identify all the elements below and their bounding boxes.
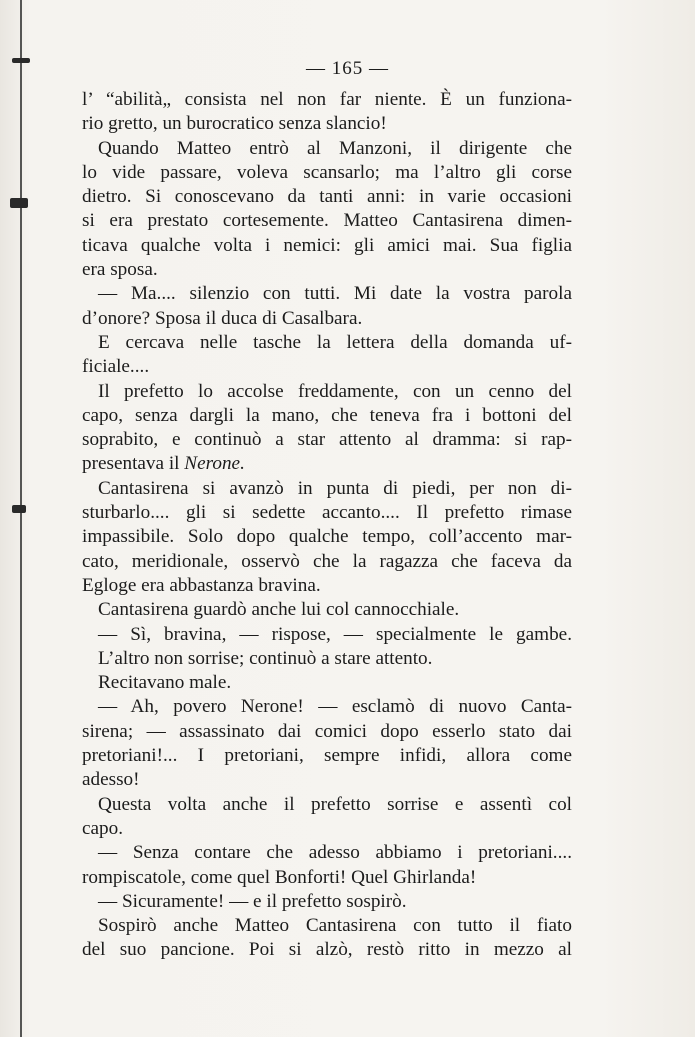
text-line: rompiscatole, come quel Bonforti! Quel Ghirlanda! xyxy=(82,866,477,888)
body-text xyxy=(82,88,572,963)
text-line: si era prestato cortesemente. Matteo Cantasirena dimen- xyxy=(82,210,572,232)
text-line: pretoriani!... I pretoriani, sempre infidi, allora come xyxy=(82,745,572,767)
text-line: capo. xyxy=(82,817,124,839)
text-line: adesso! xyxy=(82,769,140,791)
text-line: soprabito, e continuò a star attento al dramma: si rap- xyxy=(82,429,572,451)
text-line: d’onore? Sposa il duca di Casalbara. xyxy=(82,307,363,329)
text-line: capo, senza dargli la mano, che teneva fra i bottoni del xyxy=(82,404,572,426)
text-line: del suo pancione. Poi si alzò, restò ritto in mezzo al xyxy=(82,939,572,961)
text-line: Quando Matteo entrò al Manzoni, il dirigente che xyxy=(98,137,572,159)
text-line: ficiale.... xyxy=(82,356,150,378)
page-number: — 165 — xyxy=(306,58,389,79)
text-line: ticava qualche volta i nemici: gli amici mai. Sua figlia xyxy=(82,234,572,256)
text-line: L’altro non sorrise; continuò a stare attento. xyxy=(98,647,433,669)
text-line: Recitavano male. xyxy=(98,672,232,694)
text-line: cato, meridionale, osservò che la ragazza che faceva da xyxy=(82,550,572,572)
text-line: E cercava nelle tasche la lettera della domanda uf- xyxy=(98,331,572,353)
text-line: — Senza contare che adesso abbiamo i pretoriani.... xyxy=(98,842,572,864)
binding-edge xyxy=(20,0,22,1037)
text-line: era sposa. xyxy=(82,259,158,281)
italic-title: Nerone. xyxy=(184,453,245,475)
text-line: — Ma.... silenzio con tutti. Mi date la vostra parola xyxy=(98,283,572,305)
text-line: dietro. Si conoscevano da tanti anni: in varie occasioni xyxy=(82,186,572,208)
text-line: sturbarlo.... gli si sedette accanto.... Il prefetto rimase xyxy=(82,502,572,524)
text-line: rio gretto, un burocratico senza slancio! xyxy=(82,113,387,135)
text-line: — Ah, povero Nerone! — esclamò di nuovo Canta- xyxy=(98,696,572,718)
text-line: Egloge era abbastanza bravina. xyxy=(82,574,321,596)
text-line: — Sì, bravina, — rispose, — specialmente le gambe. xyxy=(98,623,572,645)
text-line: Cantasirena guardò anche lui col cannocchiale. xyxy=(98,599,460,621)
text-line: Il prefetto lo accolse freddamente, con un cenno del xyxy=(98,380,572,402)
text-line: Sospirò anche Matteo Cantasirena con tutto il fiato xyxy=(98,915,572,937)
scan-mark xyxy=(12,505,26,513)
scan-mark xyxy=(10,198,28,208)
text-line: presentava il Nerone. xyxy=(82,453,245,475)
text-line: lo vide passare, voleva scansarlo; ma l’altro gli corse xyxy=(82,161,572,183)
text-line: l’ “abilità„ consista nel non far niente. È un funziona- xyxy=(82,89,572,110)
text-line: Questa volta anche il prefetto sorrise e assentì col xyxy=(98,793,572,815)
text-line: sirena; — assassinato dai comici dopo esserlo stato dai xyxy=(82,720,572,742)
text-line: Cantasirena si avanzò in punta di piedi, per non di- xyxy=(98,477,572,499)
text-line: impassibile. Solo dopo qualche tempo, coll’accento mar- xyxy=(82,526,572,548)
text-line: — Sicuramente! — e il prefetto sospirò. xyxy=(98,890,407,912)
